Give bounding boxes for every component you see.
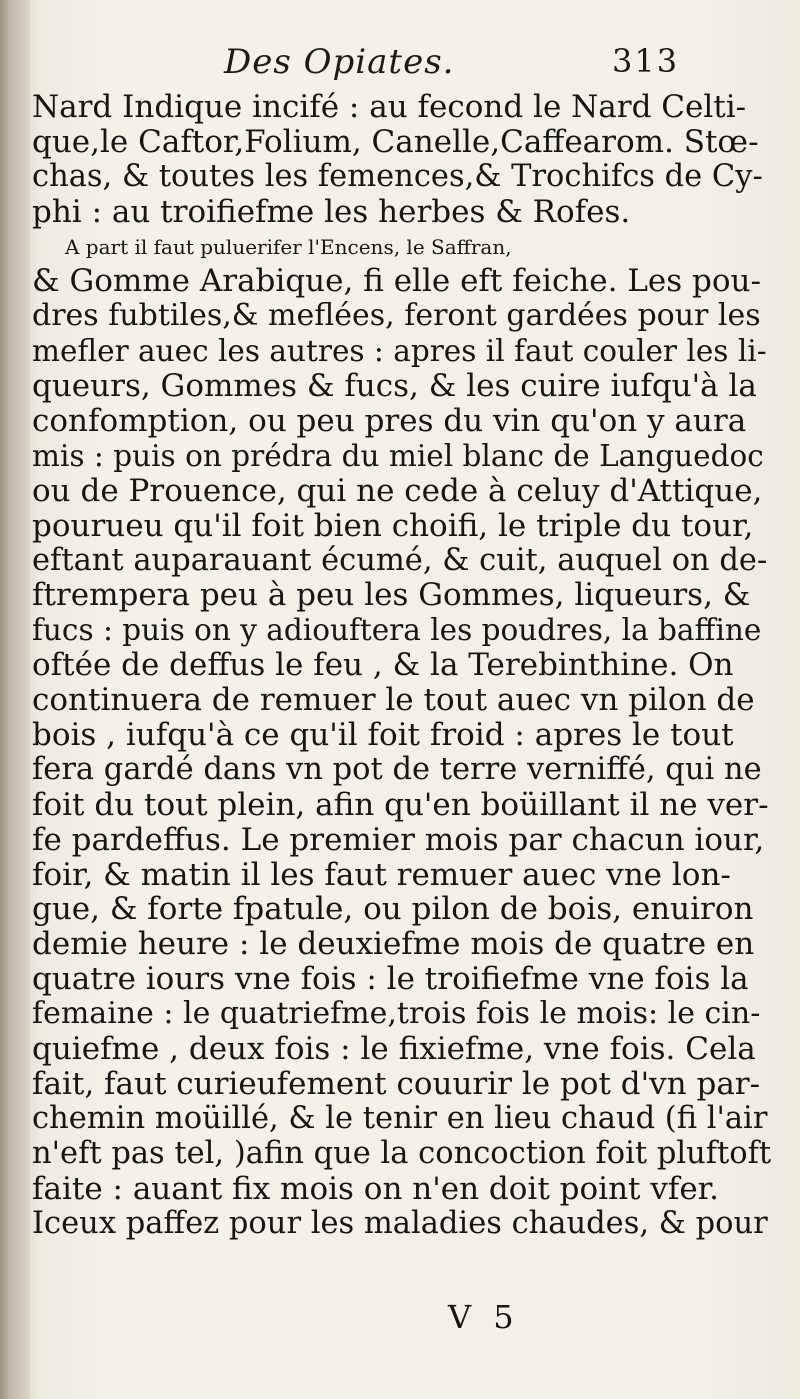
text-line: pourueu qu'il foit bien choifi, le triple du tour, bbox=[32, 507, 754, 544]
text-line: mis : puis on prédra du miel blanc de Languedoc bbox=[32, 438, 764, 473]
page-gutter-shadow bbox=[0, 0, 30, 1399]
text-line: ftrempera peu à peu les Gommes, liqueurs, & bbox=[32, 577, 751, 614]
text-line: fera gardé dans vn pot de terre verniffé, qui ne bbox=[32, 751, 762, 787]
text-line: dres fubtiles,& meflées, feront gardées pour les bbox=[32, 298, 761, 334]
text-line: phi : au troifiefme les herbes & Rofes. bbox=[32, 193, 631, 230]
text-line: demie heure : le deuxiefme mois de quatre en bbox=[32, 926, 755, 963]
text-line: ou de Prouence, qui ne cede à celuy d'Attique, bbox=[32, 472, 763, 509]
text-line: fucs : puis on y adiouftera les poudres, la baffine bbox=[32, 613, 762, 648]
page-number: 313 bbox=[612, 42, 680, 80]
text-line: chemin moüillé, & le tenir en lieu chaud (fi l'air bbox=[32, 1100, 768, 1136]
text-line: fe pardeffus. Le premier mois par chacun iour, bbox=[32, 821, 765, 858]
text-line: chas, & toutes les femences,& Trochifcs de Cy- bbox=[32, 158, 763, 194]
text-line: confomption, ou peu pres du vin qu'on y aura bbox=[32, 403, 747, 440]
text-line: oftée de deffus le feu , & la Terebinthine. On bbox=[32, 647, 734, 684]
paragraph-start-line: A part il faut puluerifer l'Encens, le Saffran, bbox=[65, 234, 512, 259]
text-line: quiefme , deux fois : le fixiefme, vne fois. Cela bbox=[32, 1031, 756, 1068]
text-line: foit du tout plein, afin qu'en boüillant il ne ver- bbox=[32, 786, 769, 823]
text-line: gue, & forte fpatule, ou pilon de bois, enuiron bbox=[32, 891, 754, 928]
text-line: n'eft pas tel, )afin que la concoction foit pluftoft bbox=[32, 1135, 772, 1171]
text-line: quatre iours vne fois : le troifiefme vne fois la bbox=[32, 961, 749, 998]
text-line: Nard Indique incifé : au fecond le Nard Celti- bbox=[32, 89, 747, 125]
text-line: Iceux paffez pour les maladies chaudes, & pour bbox=[32, 1205, 768, 1241]
signature-mark: V 5 bbox=[448, 1298, 520, 1336]
running-head bbox=[0, 42, 800, 92]
body-text bbox=[32, 90, 772, 1241]
text-line: queurs, Gommes & fucs, & les cuire iufqu'à la bbox=[32, 368, 757, 405]
text-line: & Gomme Arabique, fi elle eft feiche. Les pou- bbox=[32, 263, 761, 300]
text-line: mefler auec les autres : apres il faut couler les li- bbox=[32, 334, 767, 369]
text-line: que,le Caftor,Folium, Canelle,Caffearom. Stœ- bbox=[32, 123, 759, 160]
text-line: continuera de remuer le tout auec vn pilon de bbox=[32, 682, 755, 719]
text-line: fait, faut curieufement couurir le pot d'vn par- bbox=[32, 1065, 761, 1102]
text-line: eftant auparauant écumé, & cuit, auquel on de- bbox=[32, 542, 768, 578]
text-line: foir, & matin il les faut remuer auec vne lon- bbox=[32, 856, 731, 893]
running-title: Des Opiates. bbox=[224, 42, 455, 82]
text-line: bois , iufqu'à ce qu'il foit froid : apres le tout bbox=[32, 717, 734, 754]
text-line: femaine : le quatriefme,trois fois le mois: le cin- bbox=[32, 996, 761, 1032]
text-line: faite : auant fix mois on n'en doit point vfer. bbox=[32, 1170, 719, 1207]
